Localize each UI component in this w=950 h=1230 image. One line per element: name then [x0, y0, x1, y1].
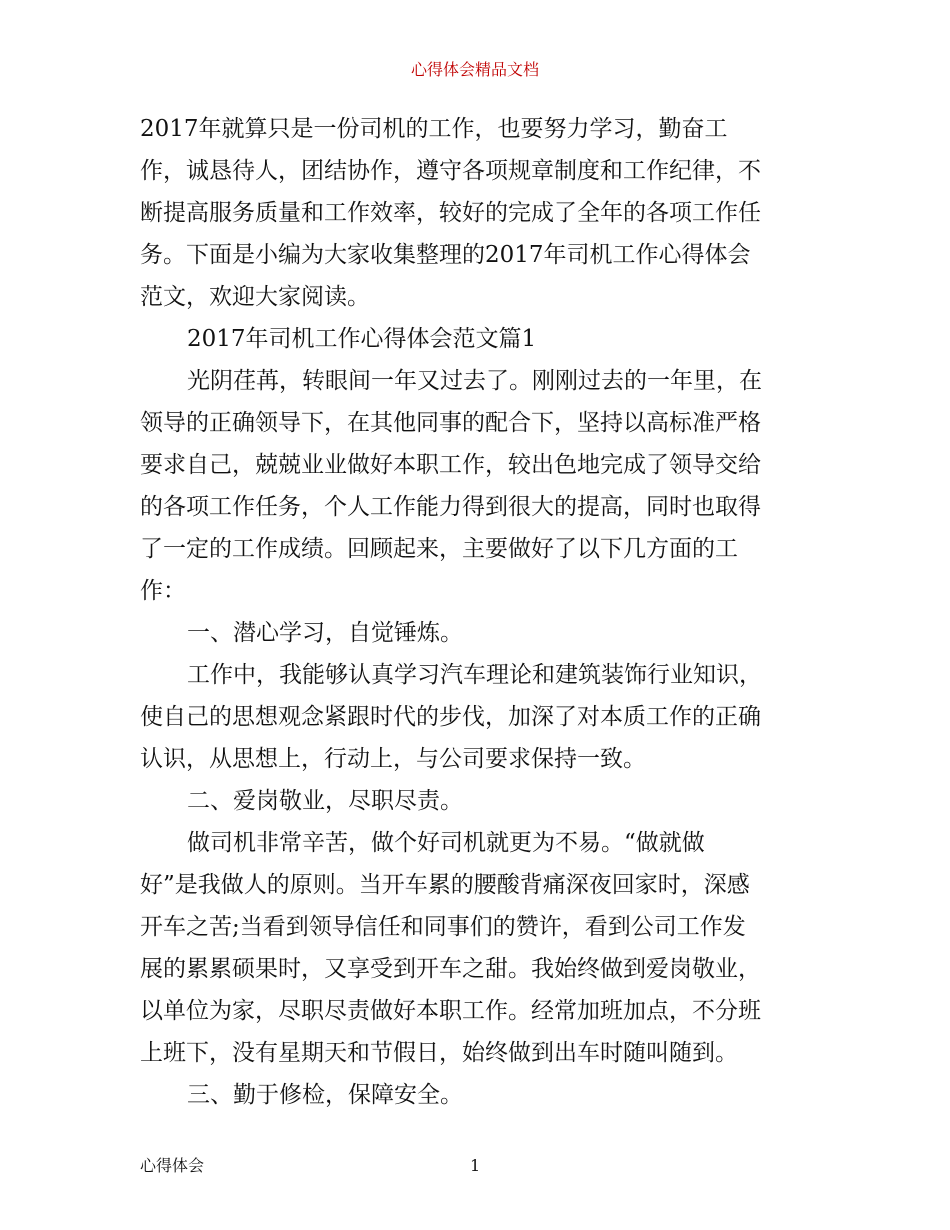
text-line: 的各项工作任务，个人工作能力得到很大的提高，同时也取得: [140, 494, 761, 520]
text-line: 好”是我做人的原则。当开车累的腰酸背痛深夜回家时，深感: [140, 872, 750, 898]
text-line: 展的累累硕果时，又享受到开车之甜。我始终做到爱岗敬业，: [140, 956, 761, 982]
document-body: [140, 108, 810, 1116]
text-line: 2017年司机工作心得体会范文篇1: [187, 326, 537, 352]
text-line: 务。下面是小编为大家收集整理的2017年司机工作心得体会: [140, 242, 751, 268]
text-line: 范文，欢迎大家阅读。: [140, 284, 370, 310]
text-line: 要求自己，兢兢业业做好本职工作，较出色地完成了领导交给: [140, 452, 761, 478]
text-line: 开车之苦;当看到领导信任和同事们的赞许，看到公司工作发: [140, 914, 746, 940]
text-line: 2017年就算只是一份司机的工作，也要努力学习，勤奋工: [140, 116, 728, 142]
footer-label: 心得体会: [140, 1156, 205, 1175]
page-number: 1: [470, 1156, 481, 1175]
text-line: 认识，从思想上，行动上，与公司要求保持一致。: [140, 746, 646, 772]
page-header-title: 心得体会精品文档: [410, 60, 539, 79]
text-line: 二、爱岗敬业，尽职尽责。: [187, 788, 463, 814]
text-line: 光阴荏苒，转眼间一年又过去了。刚刚过去的一年里，在: [187, 368, 762, 394]
text-line: 以单位为家，尽职尽责做好本职工作。经常加班加点，不分班: [140, 998, 761, 1024]
text-line: 使自己的思想观念紧跟时代的步伐，加深了对本质工作的正确: [140, 704, 761, 730]
text-line: 上班下，没有星期天和节假日，始终做到出车时随叫随到。: [140, 1040, 738, 1066]
text-line: 领导的正确领导下，在其他同事的配合下，坚持以高标准严格: [140, 410, 761, 436]
text-line: 作，诚恳待人，团结协作，遵守各项规章制度和工作纪律，不: [140, 158, 761, 184]
text-line: 工作中，我能够认真学习汽车理论和建筑装饰行业知识，: [187, 662, 762, 688]
text-line: 一、潜心学习，自觉锤炼。: [187, 620, 463, 646]
text-line: 三、勤于修检，保障安全。: [187, 1082, 463, 1108]
text-line: 断提高服务质量和工作效率，较好的完成了全年的各项工作任: [140, 200, 761, 226]
text-line: 了一定的工作成绩。回顾起来，主要做好了以下几方面的工: [140, 536, 738, 562]
text-line: 作：: [140, 578, 186, 604]
text-line: 做司机非常辛苦，做个好司机就更为不易。“做就做: [187, 830, 705, 856]
